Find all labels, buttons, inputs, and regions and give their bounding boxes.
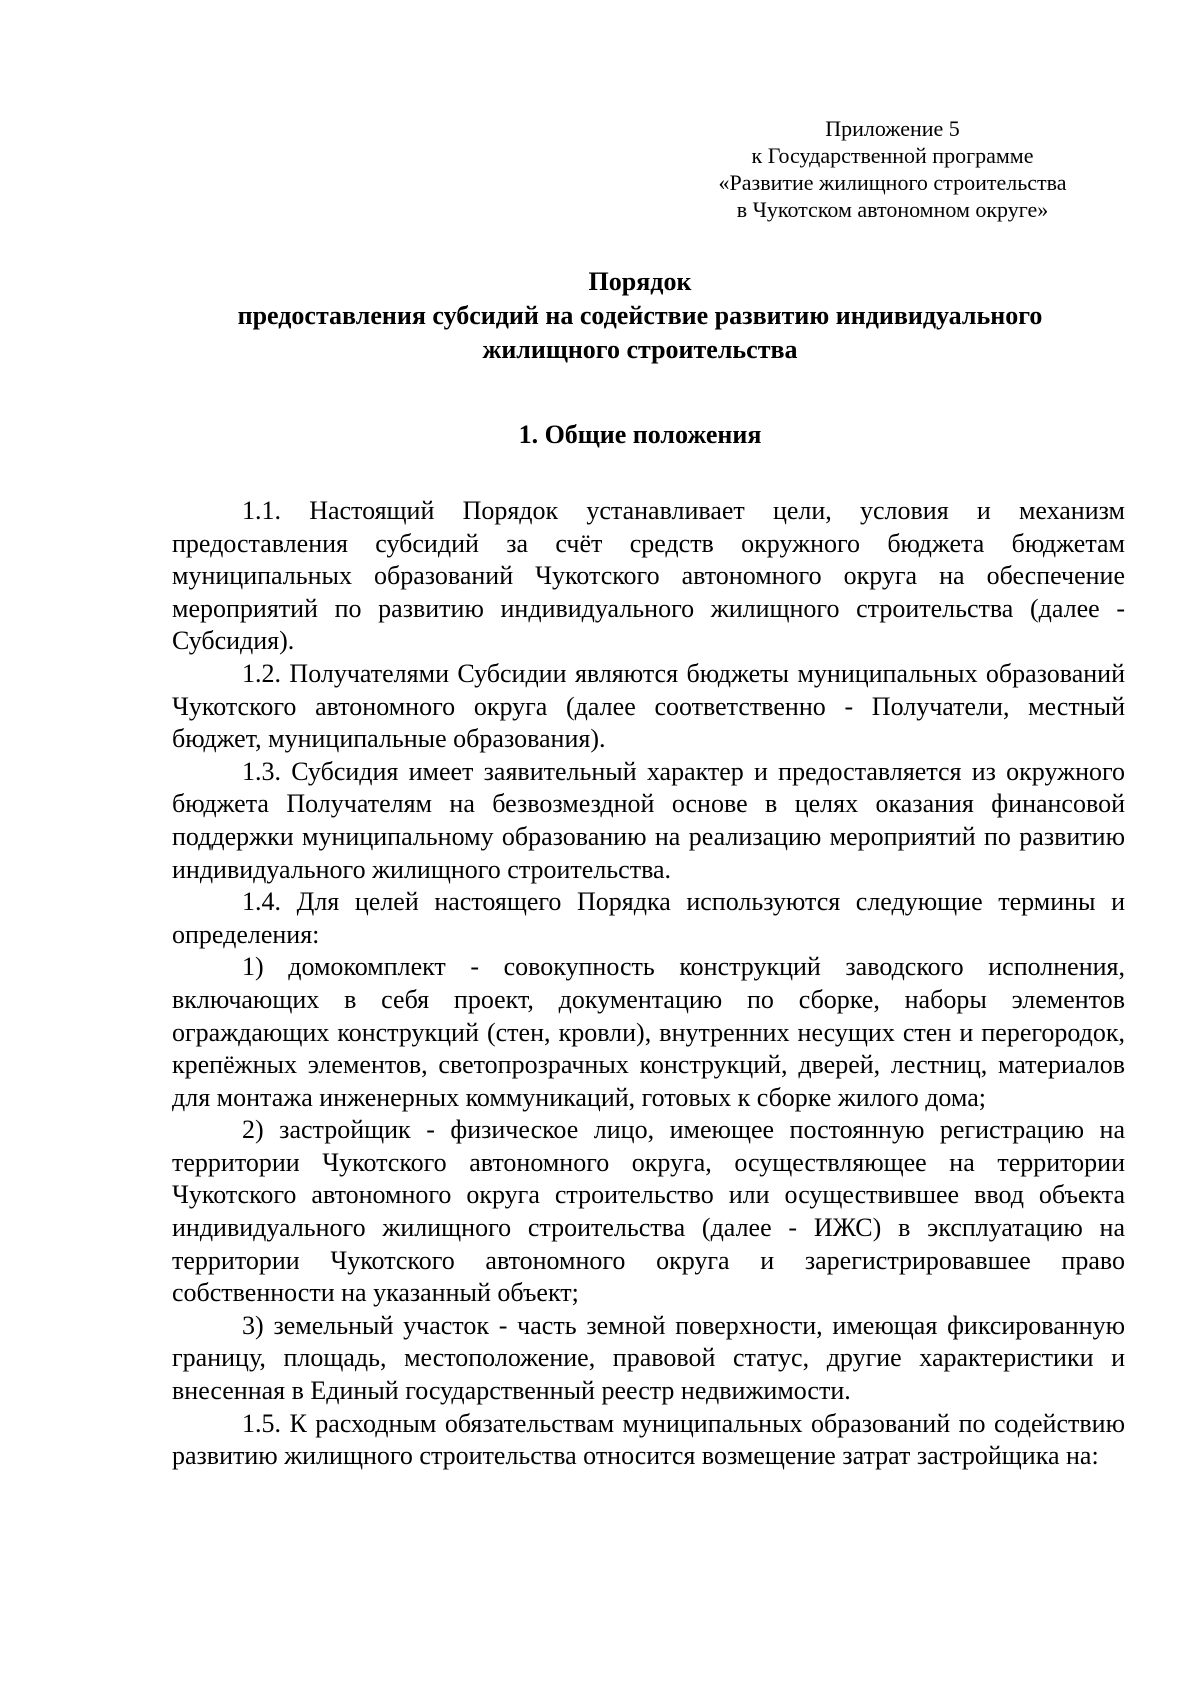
paragraph-1-3: 1.3. Субсидия имеет заявительный характер и предоставляется из окружного бюджета Получателям на безвозмездной основе в целях оказания финансовой поддержки муниципальному образованию на реализацию мероприятий по развитию индивидуального жилищного строительства. bbox=[172, 756, 1125, 884]
section-heading: 1. Общие положения bbox=[518, 420, 762, 449]
paragraph-1-4: 1.4. Для целей настоящего Порядка используются следующие термины и определения: bbox=[172, 887, 1125, 949]
document-title bbox=[160, 265, 1120, 367]
title-line-3: жилищного строительства bbox=[482, 335, 798, 364]
title-line-1: Порядок bbox=[588, 267, 692, 296]
definition-2: 2) застройщик - физическое лицо, имеющее постоянную регистрацию на территории Чукотского автономного округа, осуществляющее на территории Чукотского автономного округа строительство или осуществившее ввод объекта индивидуального жилищного строительства (далее - ИЖС) в эксплуатацию на территории Чукотского автономного округа и зарегистрировавшее право собственности на указанный объект; bbox=[172, 1115, 1125, 1308]
annex-program-region: в Чукотском автономном округе» bbox=[736, 197, 1049, 222]
section-body bbox=[172, 495, 1125, 1473]
annex-header bbox=[700, 115, 1085, 223]
definition-1: 1) домокомплект - совокупность конструкций заводского исполнения, включающих в себя проект, документацию по сборке, наборы элементов ограждающих конструкций (стен, кровли), внутренних несущих стен и перегородок, крепёжных элементов, светопрозрачных конструкций, дверей, лестниц, материалов для монтажа инженерных коммуникаций, готовых к сборке жилого дома; bbox=[172, 952, 1125, 1112]
paragraph-1-2: 1.2. Получателями Субсидии являются бюджеты муниципальных образований Чукотского автономного округа (далее соответственно - Получатели, местный бюджет, муниципальные образования). bbox=[172, 658, 1125, 754]
paragraph-1-5: 1.5. К расходным обязательствам муниципальных образований по содействию развитию жилищного строительства относится возмещение затрат застройщика на: bbox=[172, 1408, 1125, 1471]
annex-reference: к Государственной программе bbox=[751, 143, 1034, 168]
annex-program-name: «Развитие жилищного строительства bbox=[718, 170, 1067, 195]
paragraph-1-1: 1.1. Настоящий Порядок устанавливает цели, условия и механизм предоставления субсидий за счёт средств окружного бюджета бюджетам муниципальных образований Чукотского автономного округа на обеспечение мероприятий по развитию индивидуального жилищного строительства (далее - Субсидия). bbox=[172, 496, 1125, 656]
title-line-2: предоставления субсидий на содействие развитию индивидуального bbox=[237, 301, 1043, 330]
annex-number: Приложение 5 bbox=[825, 116, 960, 141]
definition-3: 3) земельный участок - часть земной поверхности, имеющая фиксированную границу, площадь, местоположение, правовой статус, другие характеристики и внесенная в Единый государственный реестр недвижимости. bbox=[172, 1310, 1125, 1406]
